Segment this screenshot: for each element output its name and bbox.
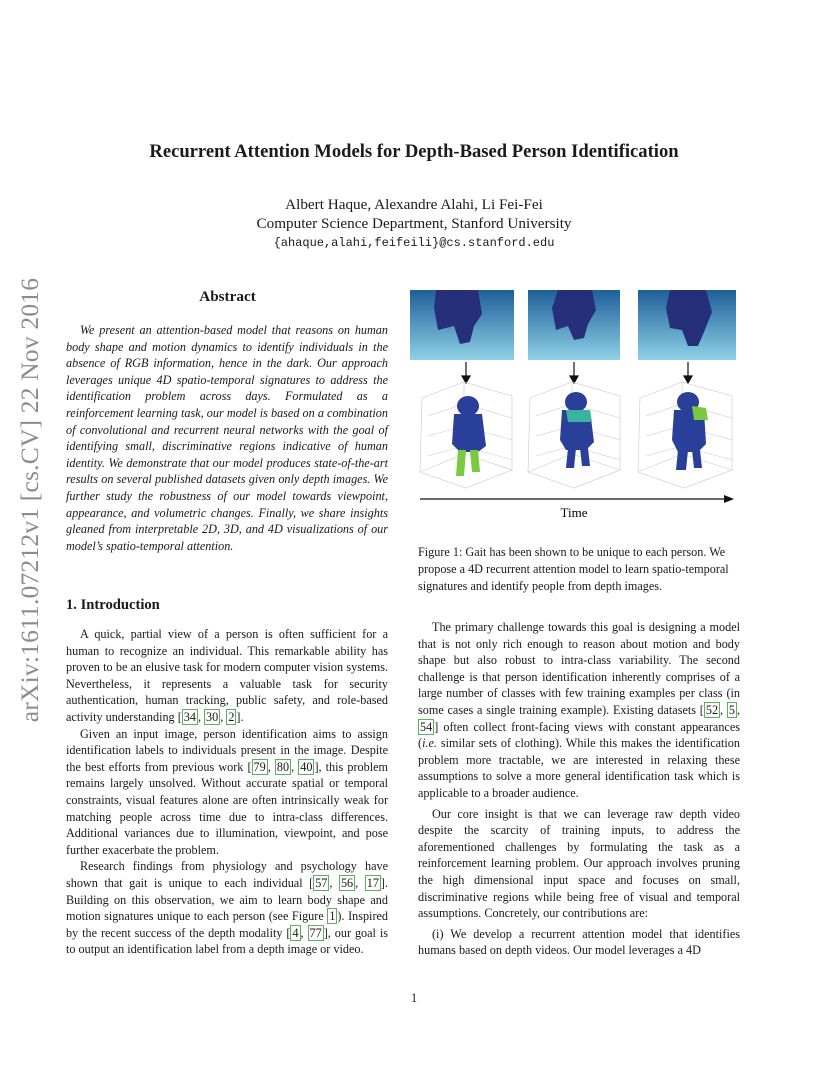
- page-number: 1: [410, 991, 418, 1005]
- right-paragraph-3: (i) We develop a recurrent attention model that identifies humans based on depth videos. Our model leverages a 4D: [418, 926, 740, 958]
- right-paragraph-1: The primary challenge towards this goal is designing a model that is not only rich enough to reason about motion and body shape but also robust to intra-class variability. The second challenge is that person identification inherently comprises of a large number of classes with few training examples per class (in some cases a single training example). Existing datasets [ 52 , 5 , 54 ] often collect front-facing views with constant appearances (i.e. similar sets of clothing). While this makes the identification problem more tractable, we are interested in relaxing these assumptions to solve a more general identification task which is applicable to a broader audience.: [418, 620, 741, 800]
- citation-link[interactable]: 52: [705, 702, 719, 717]
- citation-link[interactable]: 4: [292, 925, 299, 940]
- point-cloud-1: [452, 396, 486, 476]
- citation-link[interactable]: 54: [420, 719, 433, 734]
- figure-1-illustration: [408, 286, 738, 524]
- citation-link[interactable]: 79: [253, 759, 266, 774]
- figure-1-caption: Figure 1: Gait has been shown to be unique to each person. We propose a 4D recurrent attention model to learn spatio-temporal signatures and identify people from depth images.: [418, 545, 729, 594]
- affiliation: Computer Science Department, Stanford University: [256, 215, 572, 232]
- intro-paragraph-3: Research findings from physiology and psychology have shown that gait is unique to each individual [ 57 , 56 , 17 ]. Building on this observation, we aim to learn body shape and motion signatures unique to each person (see Figure 1 ). Inspired by the recent success of the depth modality [ 4 , 77 ], our goal is to output an identification label from a depth image or video.: [66, 859, 389, 957]
- depth-frame-3: [638, 290, 736, 360]
- time-axis-label: Time: [560, 505, 588, 520]
- citation-link[interactable]: 2: [228, 709, 235, 724]
- abstract-text: We present an attention-based model that reasons on human body shape and motion dynamics to identify individuals in the absence of RGB information, hence in the dark. Our approach leverages unique 4D spatio-temporal signatures to address the identification problem across days. Formulated as a reinforcement learning task, our model is based on a combination of convolutional and recurrent neural networks with the goal of identifying small, discriminative regions indicative of human identity. We demonstrate that our model produces state-of-the-art results on several published datasets given only depth images. We further study the robustness of our model towards viewpoint, appearance, and volumetric changes. Finally, we share insights gleaned from interpretable 2D, 3D, and 4D visualizations of our model’s spatio-temporal attention.: [66, 323, 388, 553]
- paper-title: Recurrent Attention Models for Depth-Based Person Identification: [149, 141, 679, 162]
- abstract-heading: Abstract: [199, 288, 256, 305]
- citation-link[interactable]: 57: [315, 875, 328, 890]
- arxiv-identifier: arXiv:1611.07212v1 [cs.CV] 22 Nov 2016: [15, 277, 44, 723]
- point-cloud-3: [672, 392, 708, 470]
- figure-1: [408, 286, 738, 524]
- citation-link[interactable]: 17: [366, 875, 379, 890]
- citation-link[interactable]: 56: [340, 875, 354, 890]
- arxiv-side-stamp: [8, 270, 52, 730]
- depth-frame-1: [410, 290, 514, 360]
- right-paragraph-2: Our core insight is that we can leverage raw depth video despite the scarcity of training inputs, to address the aforementioned challenges by formulating the task as a reinforcement learning problem. Our approach involves pruning the high dimensional input space and focuses on small, discriminative regions while being free of visual and temporal assumptions. Concretely, our contributions are:: [418, 806, 740, 921]
- citation-link[interactable]: 80: [276, 759, 290, 774]
- depth-frame-2: [528, 290, 620, 360]
- time-axis: [420, 495, 734, 503]
- citation-link[interactable]: 77: [309, 925, 322, 940]
- author-list: Albert Haque, Alexandre Alahi, Li Fei-Fei: [285, 196, 543, 213]
- right-column-body: [418, 619, 740, 959]
- author-emails: {ahaque,alahi,feifeili}@cs.stanford.edu: [273, 236, 555, 250]
- citation-link[interactable]: 5: [728, 702, 735, 717]
- intro-paragraph-2: Given an input image, person identification aims to assign identification labels to individuals present in the image. Despite the best efforts from previous work [ 79 , 80 , 40 ], this problem remains largely unsolved. Without accurate spatial or temporal constraints, visual features alone are often intrinsically weak for matching people across time due to intra-class differences. Additional variances due to illumination, viewpoint, and pose further exacerbate the problem.: [66, 726, 389, 857]
- citation-link[interactable]: 40: [300, 759, 313, 774]
- citation-link[interactable]: 30: [206, 709, 219, 724]
- figure-reference-link[interactable]: 1: [329, 909, 336, 924]
- down-arrows: [462, 362, 692, 383]
- citation-link[interactable]: 34: [183, 709, 196, 724]
- intro-paragraph-1: A quick, partial view of a person is often sufficient for a human to recognize an individual. This remarkable ability has proven to be an elusive task for modern computer vision systems. Nevertheless, it represents a valuable task for security authentication, human tracking, public safety, and role-based activity understanding [ 34 , 30 , 2 ].: [66, 627, 388, 724]
- section-heading-introduction: 1. Introduction: [66, 597, 160, 613]
- introduction-body: [66, 626, 388, 958]
